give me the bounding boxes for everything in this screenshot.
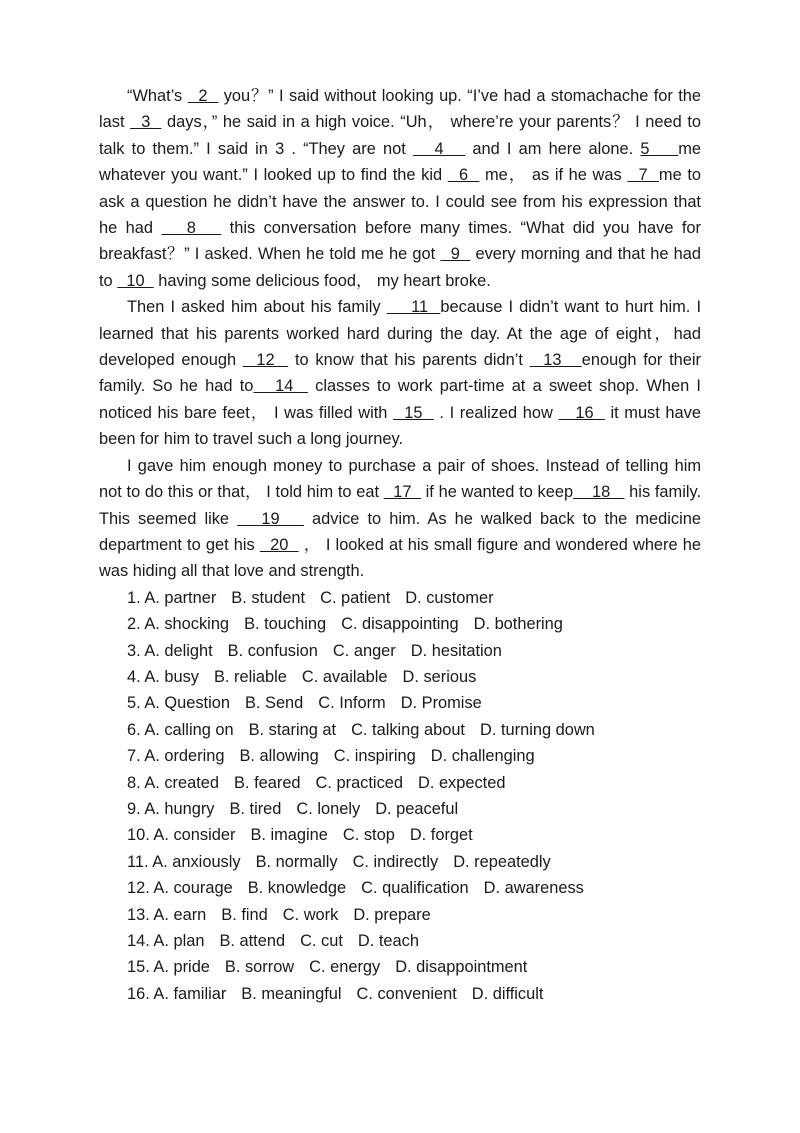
- answer-blank: 14: [253, 377, 308, 396]
- option-choice: B. touching: [244, 615, 327, 634]
- question-options-11: [99, 849, 701, 875]
- question-options-2: [99, 611, 701, 637]
- answer-blank: 7: [627, 166, 659, 185]
- option-choice: B. student: [231, 588, 306, 607]
- option-choice: B. confusion: [227, 641, 318, 660]
- option-choice: 3. A. delight: [127, 641, 213, 660]
- option-choice: 9. A. hungry: [127, 799, 215, 818]
- passage-text: having some delicious food， my heart broke.: [153, 271, 491, 290]
- option-choice: D. teach: [357, 932, 419, 950]
- answer-blank: 11: [386, 298, 441, 317]
- option-choice: C. stop: [342, 826, 395, 845]
- passage-text: me， as if he was: [479, 166, 628, 185]
- option-choice: 4. A. busy: [127, 667, 199, 686]
- answer-blank: 8: [161, 219, 222, 238]
- question-options-10: [99, 822, 701, 848]
- passage-text: I gave him enough money to purchase a pair of shoes. Instead of telling him not to do this or that， I told him to eat: [99, 456, 701, 502]
- answer-blank: 15: [393, 403, 434, 422]
- option-choice: D. Promise: [400, 694, 482, 713]
- document-page: [99, 83, 701, 1007]
- option-choice: D. serious: [402, 667, 477, 686]
- option-choice: 12. A. courage: [127, 879, 233, 898]
- option-choice: B. sorrow: [224, 958, 295, 977]
- answer-blank: 13: [529, 351, 582, 370]
- passage-text: this conversation before many times. “What did you have for breakfast？” I asked. When he told me he got: [99, 219, 701, 264]
- passage-paragraph-2: [99, 294, 701, 452]
- answer-blank: 10: [117, 271, 154, 290]
- answer-blank: 2: [187, 87, 219, 105]
- option-choice: C. disappointing: [341, 615, 459, 634]
- option-choice: B. imagine: [250, 826, 328, 845]
- answer-blank: 17: [383, 483, 421, 502]
- option-choice: C. inspiring: [333, 747, 416, 766]
- option-choice: D. hesitation: [410, 641, 502, 660]
- option-choice: 6. A. calling on: [127, 720, 234, 739]
- option-choice: 2. A. shocking: [127, 615, 230, 634]
- option-choice: B. attend: [219, 932, 286, 950]
- passage-text: it must have been for him to travel such a long journey.: [99, 403, 701, 449]
- option-choice: C. energy: [309, 958, 381, 977]
- option-choice: B. reliable: [213, 667, 287, 686]
- passage-text: classes to work part-time at a sweet shop. When I noticed his bare feet， I was filled with: [99, 377, 701, 422]
- option-choice: D. challenging: [430, 747, 535, 766]
- option-choice: B. normally: [255, 852, 338, 871]
- passage-text: “What’s: [127, 87, 188, 105]
- option-choice: B. allowing: [239, 747, 319, 766]
- question-options-7: [99, 743, 701, 769]
- option-choice: D. customer: [405, 588, 494, 607]
- option-choice: 15. A. pride: [127, 958, 210, 977]
- question-options-14: [99, 928, 701, 954]
- question-options-13: [99, 902, 701, 928]
- question-options-9: [99, 796, 701, 822]
- answer-blank: 20: [259, 535, 299, 554]
- passage-text: and I am here alone.: [465, 139, 641, 158]
- question-options-16: [99, 981, 701, 1007]
- option-choice: C. convenient: [356, 984, 457, 1003]
- option-choice: 16. A. familiar: [127, 984, 227, 1003]
- answer-blank: 3: [130, 113, 162, 132]
- option-choice: 7. A. ordering: [127, 747, 225, 766]
- option-choice: D. prepare: [353, 905, 431, 924]
- option-choice: D. awareness: [483, 879, 584, 898]
- passage-text: you？” I said without looking up. “I’ve had a stomachache for the last: [99, 87, 701, 132]
- passage-text: ， I looked at his small figure and wondered where he was hiding all that love and strength.: [99, 535, 701, 581]
- option-choice: C. Inform: [318, 694, 386, 713]
- answer-blank: 19: [237, 509, 304, 528]
- passage-text: to know that his parents didn’t: [288, 351, 530, 370]
- passage-text: me to ask a question he didn’t have the answer to. I could see from his expression that he had: [99, 166, 701, 238]
- passage-paragraph-1: [99, 83, 701, 294]
- option-choice: C. anger: [332, 641, 396, 660]
- option-choice: 13. A. earn: [127, 905, 207, 924]
- option-choice: 10. A. consider: [127, 826, 236, 845]
- option-choice: C. cut: [300, 932, 343, 950]
- question-options-1: [99, 585, 701, 611]
- option-choice: C. practiced: [315, 773, 403, 792]
- option-choice: 11. A. anxiously: [127, 852, 241, 871]
- option-choice: C. lonely: [296, 799, 361, 818]
- answer-blank: 12: [242, 351, 289, 370]
- passage-text: his family. This seemed like: [99, 483, 702, 528]
- option-choice: C. qualification: [361, 879, 469, 898]
- option-choice: B. feared: [234, 773, 301, 792]
- option-choice: B. staring at: [248, 720, 337, 739]
- option-choice: D. turning down: [480, 720, 595, 739]
- option-choice: B. knowledge: [247, 879, 347, 898]
- option-choice: B. Send: [244, 694, 304, 713]
- option-choice: B. find: [221, 905, 268, 924]
- option-choice: D. difficult: [471, 984, 544, 1003]
- options-list: [99, 585, 701, 1008]
- option-choice: B. meaningful: [241, 984, 342, 1003]
- question-options-15: [99, 954, 701, 980]
- answer-blank: 18: [573, 483, 625, 502]
- passage-text: every morning and that he had to: [99, 245, 701, 290]
- question-options-4: [99, 664, 701, 690]
- option-choice: 1. A. partner: [127, 588, 217, 607]
- option-choice: C. talking about: [351, 720, 465, 739]
- option-choice: C. available: [301, 667, 388, 686]
- option-choice: D. repeatedly: [453, 852, 551, 871]
- question-options-8: [99, 770, 701, 796]
- option-choice: C. patient: [320, 588, 391, 607]
- passage-text: because I didn’t want to hurt him. I learned that his parents worked hard during the day. At the age of eight，had developed enough: [99, 298, 701, 370]
- option-choice: B. tired: [229, 799, 282, 818]
- option-choice: D. expected: [418, 773, 506, 792]
- option-choice: D. peaceful: [375, 799, 459, 818]
- option-choice: 8. A. created: [127, 773, 220, 792]
- passage-paragraph-3: [99, 453, 701, 585]
- passage-text: advice to him. As he walked back to the medicine department to get his: [99, 509, 701, 554]
- question-options-12: [99, 875, 701, 901]
- passage-text: days，” he said in a high voice. “Uh， where’re your parents？ I need to talk to them.” I said in 3 . “They are not: [99, 113, 701, 158]
- option-choice: C. work: [282, 905, 339, 924]
- answer-blank: 6: [447, 166, 480, 185]
- option-choice: D. bothering: [473, 615, 563, 634]
- option-choice: 5. A. Question: [127, 694, 230, 713]
- answer-blank: 16: [558, 403, 605, 422]
- option-choice: D. disappointment: [395, 958, 528, 977]
- question-options-3: [99, 638, 701, 664]
- passage-text: . I realized how: [433, 403, 559, 422]
- passage-text: Then I asked him about his family: [127, 298, 387, 317]
- passage-text: me whatever you want.” I looked up to find the kid: [99, 139, 701, 185]
- question-options-6: [99, 717, 701, 743]
- option-choice: 14. A. plan: [127, 932, 205, 950]
- answer-blank: 9: [440, 245, 471, 264]
- option-choice: D. forget: [409, 826, 473, 845]
- answer-blank: 4: [413, 139, 466, 158]
- passage-text: enough for their family. So he had to: [99, 351, 701, 396]
- option-choice: C. indirectly: [352, 852, 439, 871]
- answer-blank: 5: [640, 139, 679, 158]
- question-options-5: [99, 690, 701, 716]
- passage-text: if he wanted to keep: [420, 483, 574, 502]
